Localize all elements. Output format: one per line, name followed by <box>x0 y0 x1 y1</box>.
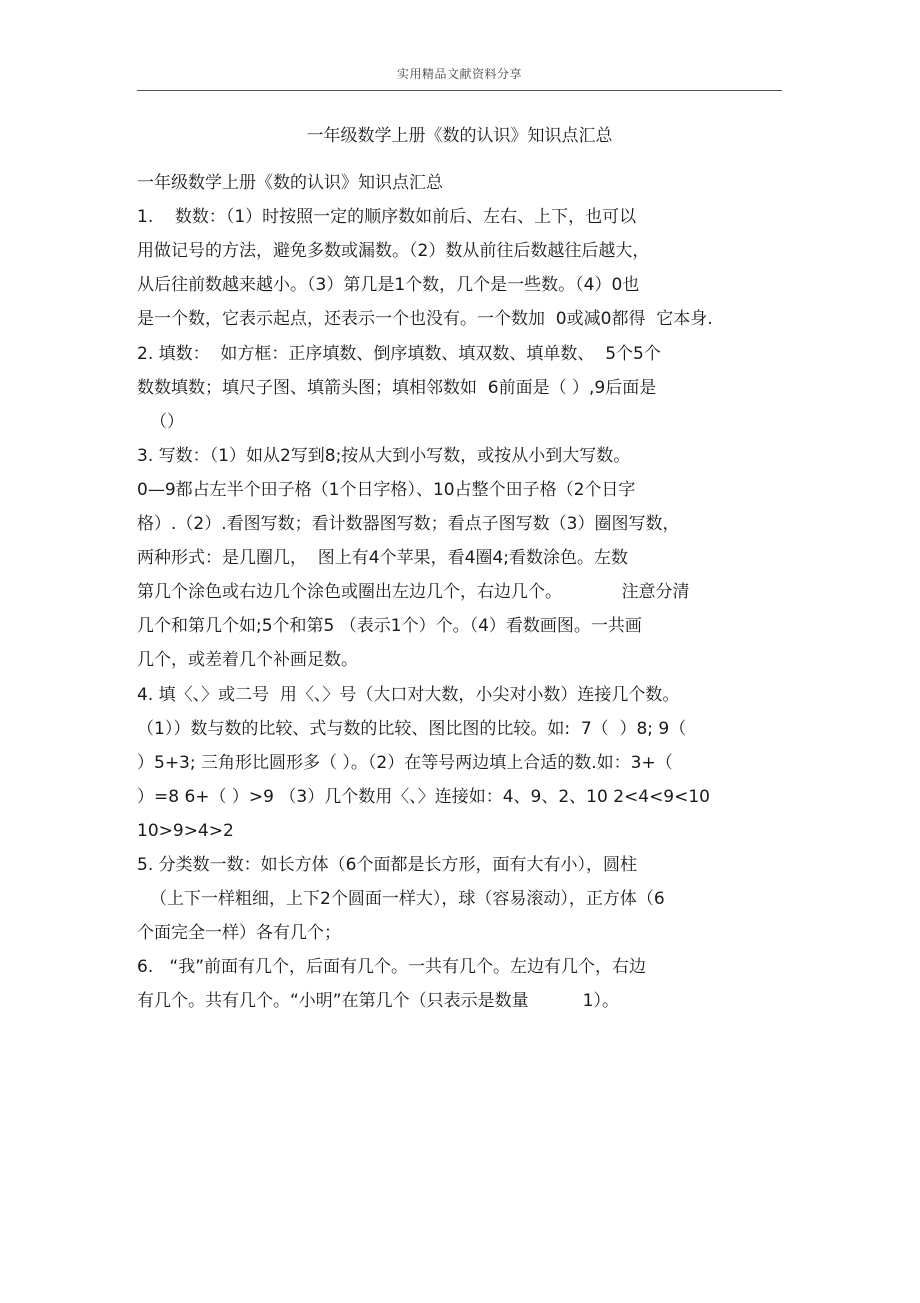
body-line: 从后往前数越来越小。（3）第几是1个数，几个是一些数。（4）0也 <box>137 275 640 296</box>
body-line: 第几个涂色或右边几个涂色或圈出左边几个，右边几个。 注意分清 <box>137 582 690 603</box>
body-line: （1））数与数的比较、式与数的比较、图比图的比较。如: 7（ ）8; 9（ <box>137 718 687 739</box>
body-line: （） <box>150 411 184 432</box>
body-line: ）=8 6+（ ）>9 （3）几个数用〈、〉连接如：4、9、2、10 2<4<9<10 <box>137 786 711 807</box>
body-line: 10>9>4>2 <box>137 820 234 841</box>
body-line: 格）.（2）.看图写数；看计数器图写数；看点子图写数（3）圈图写数， <box>137 514 680 534</box>
body-line: 5. 分类数一数：如长方体（6个面都是长方形，面有大有小），圆柱 <box>137 855 637 875</box>
body-line: 用做记号的方法，避免多数或漏数。（2）数从前往后数越往后越大， <box>137 241 650 262</box>
page-header: 实用精品文献资料分享 <box>137 64 782 91</box>
body-line: 3. 写数：（1）如从2写到8;按从大到小写数，或按从小到大写数。 <box>137 445 631 466</box>
body-line: 0—9都占左半个田子格（1个日字格）、10占整个田子格（2个日字 <box>137 479 636 500</box>
body-line: 4. 填〈、〉或二号 用〈、〉号（大口对大数，小尖对小数）连接几个数。 <box>137 684 680 705</box>
body-line: 两种形式：是几圈几， 图上有4个苹果，看4圈4;看数涂色。左数 <box>137 548 628 569</box>
body-line: 是一个数，它表示起点，还表示一个也没有。一个数加 0或减0都得 它本身. <box>137 309 713 330</box>
body-line: 一年级数学上册《数的认识》知识点汇总 <box>137 173 443 193</box>
body-line: 1. 数数：（1）时按照一定的顺序数如前后、左右、上下，也可以 <box>137 207 637 228</box>
body-line: 几个和第几个如;5个和第5 （表示1个）个。（4）看数画图。一共画 <box>137 616 642 637</box>
document-title: 一年级数学上册《数的认识》知识点汇总 <box>306 126 613 146</box>
body-line: 数数填数；填尺子图、填箭头图；填相邻数如 6前面是（ ）,9后面是 <box>137 377 657 398</box>
body-line: 6. “我”前面有几个，后面有几个。一共有几个。左边有几个，右边 <box>137 957 647 978</box>
body-line: 2. 填数： 如方框：正序填数、倒序填数、填双数、填单数、 5个5个 <box>137 343 661 364</box>
body-line: ）5+3; 三角形比圆形多（ ）。（2）在等号两边填上合适的数.如：3+（ <box>137 752 673 773</box>
body-line: 有几个。共有几个。“小明”在第几个（只表示是数量 1）。 <box>137 991 619 1012</box>
body-line: 个面完全一样）各有几个； <box>137 923 341 944</box>
body-line: 几个，或差着几个补画足数。 <box>137 650 358 671</box>
body-line: （上下一样粗细，上下2个圆面一样大），球（容易滚动），正方体（6 <box>150 889 665 910</box>
